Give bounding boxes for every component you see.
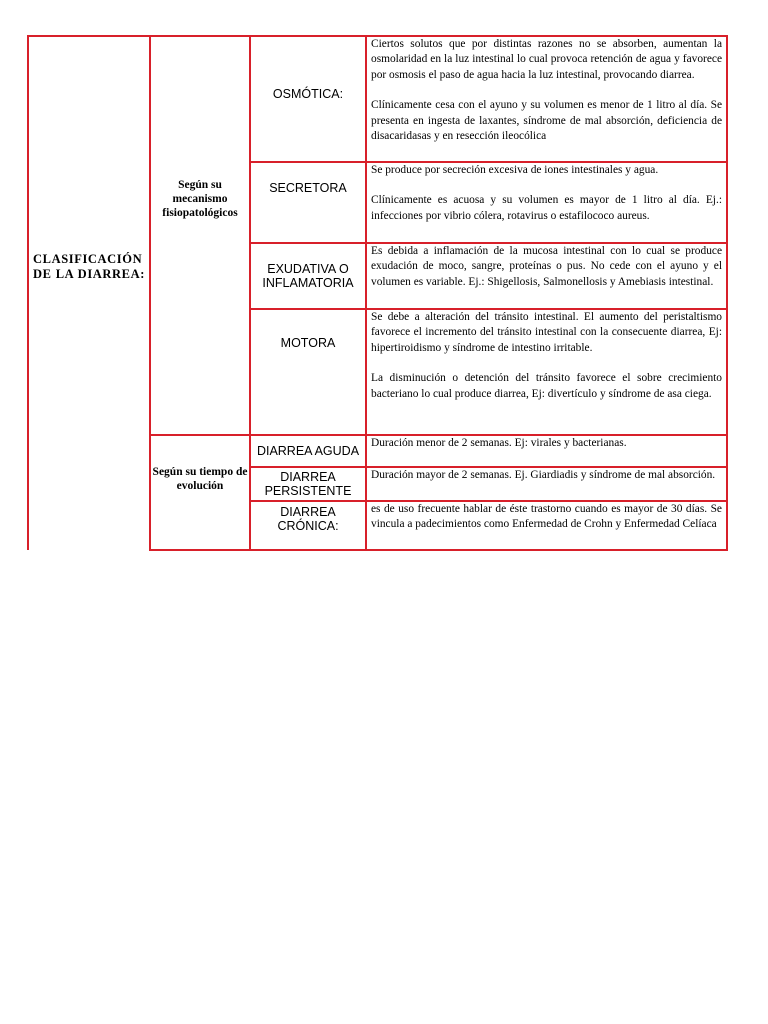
desc-secretora xyxy=(367,163,726,224)
desc-osmotica-p2: Clínicamente cesa con el ayuno y su volumen es menor de 1 litro al día. Se presenta en ingesta de laxantes, síndrome de mal absorción, deficiencia de disacaridasas y en resección ileocólica xyxy=(371,99,722,143)
type-label-osmotica: OSMÓTICA: xyxy=(272,87,344,101)
desc-exudativa-p1: Es debida a inflamación de la mucosa intestinal con lo cual se produce exudación de moco, sangre, proteínas o pus. No cede con el ayuno y el volumen es variable. Ej.: Shigellosis, Salmonellosis y Amebiasis intestinal. xyxy=(371,245,722,288)
outer-left-border xyxy=(27,35,29,550)
desc-secretora-p1: Se produce por secreción excesiva de iones intestinales y agua. xyxy=(371,164,659,176)
desc-osmotica xyxy=(367,37,726,144)
desc-motora-p2: La disminución o detención del tránsito favorece el sobre crecimiento bacteriano lo cual produce diarrea, Ej: divertículo y síndrome de asa ciega. xyxy=(371,372,722,400)
desc-aguda xyxy=(367,436,726,451)
type-label-secretora: SECRETORA xyxy=(269,181,347,195)
table-title: CLASIFICACIÓN DE LA DIARREA: xyxy=(33,252,145,281)
desc-cronica xyxy=(367,502,726,533)
desc-osmotica-p1: Ciertos solutos que por distintas razones no se absorben, aumentan la osmolaridad en la luz intestinal lo cual provoca retención de agua y favorece por osmosis el paso de agua hacia la luz intestinal, provocando diarrea. xyxy=(371,38,722,81)
group-label-mechanism: Según su mecanismo fisiopatológicos xyxy=(162,179,238,219)
desc-persistente-p1: Duración mayor de 2 semanas. Ej. Giardiadis y síndrome de mal absorción. xyxy=(371,469,716,481)
desc-motora-p1: Se debe a alteración del tránsito intestinal. El aumento del peristaltismo favorece el incremento del tránsito intestinal con la consecuente diarrea, Ej: hipertiroidismo y síndrome de intestino irritable. xyxy=(371,311,722,354)
desc-exudativa xyxy=(367,244,726,290)
desc-secretora-p2: Clínicamente es acuosa y su volumen es mayor de 1 litro al día. Ej.: infecciones por vibrio cólera, rotavirus o estafilococo aureus. xyxy=(371,194,722,222)
type-label-exudativa: EXUDATIVA O INFLAMATORIA xyxy=(262,262,354,290)
desc-motora xyxy=(367,310,726,402)
desc-aguda-p1: Duración menor de 2 semanas. Ej: virales y bacterianas. xyxy=(371,437,627,449)
group-box-mechanism xyxy=(149,35,251,436)
type-label-aguda: DIARREA AGUDA xyxy=(256,444,360,458)
type-label-motora: MOTORA xyxy=(280,336,336,350)
desc-cronica-p1: es de uso frecuente hablar de éste trastorno cuando es mayor de 30 días. Se vincula a padecimientos como Enfermedad de Crohn y Enfermedad Celíaca xyxy=(371,503,722,531)
outer-top-border xyxy=(27,35,151,37)
desc-persistente xyxy=(367,468,726,483)
type-label-persistente: DIARREA PERSISTENTE xyxy=(264,470,352,498)
type-label-cronica: DIARREA CRÓNICA: xyxy=(277,505,339,533)
group-label-evolution: Según su tiempo de evolución xyxy=(152,466,248,492)
